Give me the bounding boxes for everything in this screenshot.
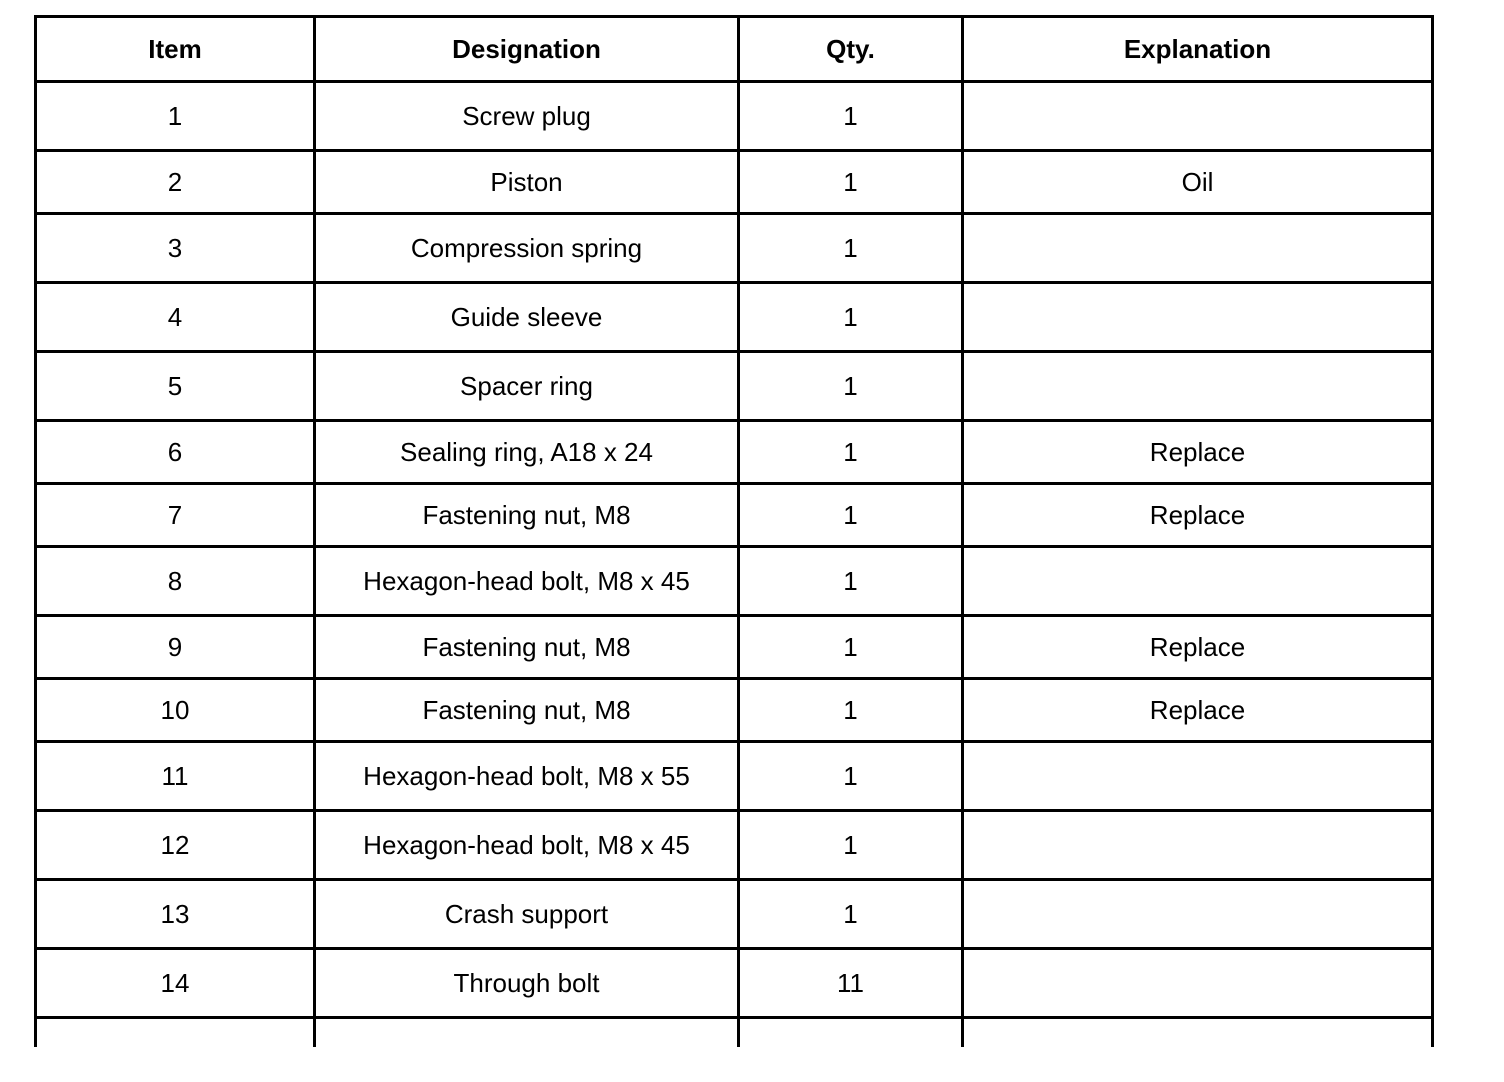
table-header-row <box>36 17 1433 82</box>
cell-explanation <box>963 214 1433 283</box>
cell-item: 7 <box>36 484 315 547</box>
cell-qty: 1 <box>739 880 963 949</box>
table-row <box>36 679 1433 742</box>
table-row <box>36 949 1433 1018</box>
table-row <box>36 151 1433 214</box>
cell-qty: 1 <box>739 811 963 880</box>
cell-qty: 1 <box>739 547 963 616</box>
cell-item: 11 <box>36 742 315 811</box>
cell-designation: Fastening nut, M8 <box>315 616 739 679</box>
cell-designation: Spacer ring <box>315 352 739 421</box>
cell-item: 13 <box>36 880 315 949</box>
cell-qty: 1 <box>739 742 963 811</box>
cell-qty: 1 <box>739 616 963 679</box>
cell-qty: 1 <box>739 151 963 214</box>
cell-explanation <box>963 352 1433 421</box>
cell-designation: Guide sleeve <box>315 283 739 352</box>
header-item: Item <box>36 17 315 82</box>
table-row <box>36 880 1433 949</box>
table-row-continuation <box>36 1018 1433 1048</box>
header-designation: Designation <box>315 17 739 82</box>
cell-designation: Crash support <box>315 880 739 949</box>
cell-item: 1 <box>36 82 315 151</box>
table-row <box>36 82 1433 151</box>
cell-explanation <box>963 82 1433 151</box>
cell-item: 14 <box>36 949 315 1018</box>
cell-explanation <box>963 1018 1433 1048</box>
cell-explanation: Replace <box>963 679 1433 742</box>
cell-item: 10 <box>36 679 315 742</box>
table-row <box>36 421 1433 484</box>
cell-item: 8 <box>36 547 315 616</box>
cell-explanation: Replace <box>963 484 1433 547</box>
header-qty: Qty. <box>739 17 963 82</box>
cell-qty: 1 <box>739 283 963 352</box>
cell-item: 12 <box>36 811 315 880</box>
cell-qty: 1 <box>739 421 963 484</box>
table-row <box>36 811 1433 880</box>
cell-explanation: Replace <box>963 616 1433 679</box>
cell-designation: Sealing ring, A18 x 24 <box>315 421 739 484</box>
cell-designation: Hexagon-head bolt, M8 x 55 <box>315 742 739 811</box>
cell-designation: Piston <box>315 151 739 214</box>
cell-item: 5 <box>36 352 315 421</box>
cell-explanation <box>963 547 1433 616</box>
cell-qty <box>739 1018 963 1048</box>
cell-item <box>36 1018 315 1048</box>
cell-item: 6 <box>36 421 315 484</box>
cell-explanation <box>963 880 1433 949</box>
parts-table <box>34 15 1434 1047</box>
cell-explanation: Oil <box>963 151 1433 214</box>
table-row <box>36 214 1433 283</box>
cell-item: 4 <box>36 283 315 352</box>
table-row <box>36 616 1433 679</box>
cell-qty: 11 <box>739 949 963 1018</box>
cell-qty: 1 <box>739 352 963 421</box>
cell-designation <box>315 1018 739 1048</box>
cell-qty: 1 <box>739 679 963 742</box>
cell-item: 3 <box>36 214 315 283</box>
cell-qty: 1 <box>739 82 963 151</box>
cell-item: 9 <box>36 616 315 679</box>
cell-item: 2 <box>36 151 315 214</box>
cell-explanation <box>963 283 1433 352</box>
cell-designation: Through bolt <box>315 949 739 1018</box>
cell-designation: Fastening nut, M8 <box>315 484 739 547</box>
cell-explanation <box>963 949 1433 1018</box>
cell-qty: 1 <box>739 484 963 547</box>
cell-explanation <box>963 811 1433 880</box>
cell-explanation: Replace <box>963 421 1433 484</box>
table-row <box>36 283 1433 352</box>
cell-designation: Fastening nut, M8 <box>315 679 739 742</box>
table-row <box>36 352 1433 421</box>
cell-designation: Compression spring <box>315 214 739 283</box>
cell-designation: Screw plug <box>315 82 739 151</box>
table-row <box>36 742 1433 811</box>
table-row <box>36 484 1433 547</box>
cell-designation: Hexagon-head bolt, M8 x 45 <box>315 811 739 880</box>
table-row <box>36 547 1433 616</box>
header-explanation: Explanation <box>963 17 1433 82</box>
cell-designation: Hexagon-head bolt, M8 x 45 <box>315 547 739 616</box>
cell-qty: 1 <box>739 214 963 283</box>
cell-explanation <box>963 742 1433 811</box>
